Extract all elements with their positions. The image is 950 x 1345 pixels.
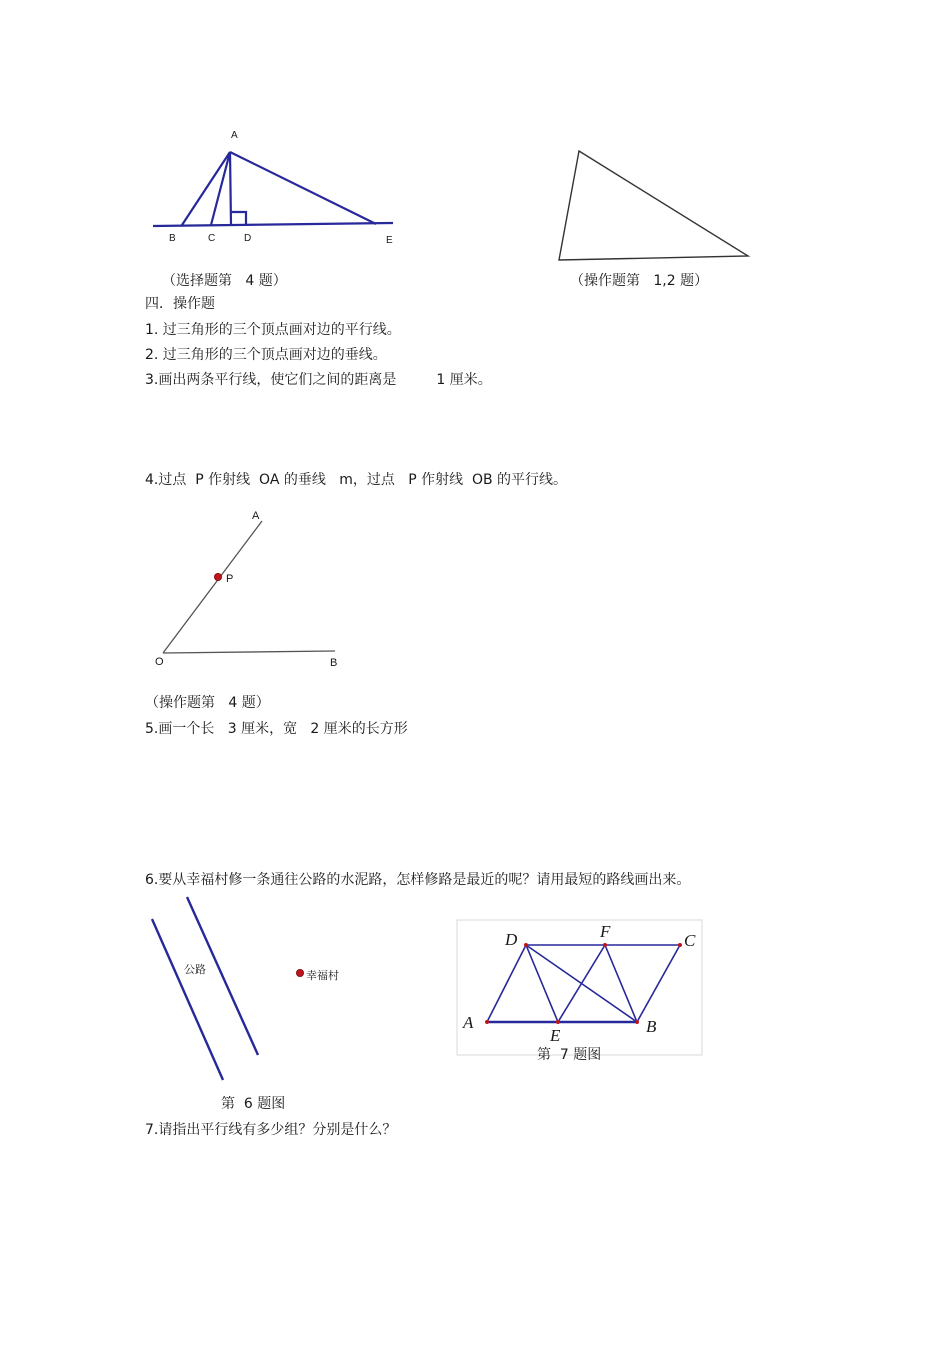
vertex-e (556, 1020, 560, 1024)
segment-cb (637, 945, 680, 1022)
label-p: P (226, 573, 234, 585)
road-label: 公路 (184, 963, 206, 976)
label-e: E (550, 1026, 561, 1045)
vertex-f (603, 943, 607, 947)
vertex-c (678, 943, 682, 947)
question-1: 1. 过三角形的三个顶点画对边的平行线。 (145, 322, 401, 338)
caption-op-q4: （操作题第 4 题） (145, 695, 270, 711)
label-a: A (463, 1013, 474, 1032)
caption-q7: 第 7 题图 (537, 1047, 602, 1063)
label-c: C (684, 931, 696, 950)
label-b: B (330, 657, 338, 669)
section-heading: 四．操作题 (145, 296, 215, 312)
label-c: C (208, 233, 216, 244)
question-2: 2. 过三角形的三个顶点画对边的垂线。 (145, 347, 387, 363)
segment-fe (558, 945, 605, 1022)
question-4: 4.过点 P 作射线 OA 的垂线 m，过点 P 作射线 OB 的平行线。 (145, 472, 568, 488)
question-3: 3.画出两条平行线，使它们之间的距离是 1 厘米。 (145, 372, 492, 388)
label-b: B (646, 1017, 657, 1036)
label-d: D (244, 233, 252, 244)
label-b: B (169, 233, 176, 244)
label-a: A (231, 130, 238, 141)
vertex-b (635, 1020, 639, 1024)
label-d: D (505, 930, 518, 949)
caption-op-q12: （操作题第 1,2 题） (570, 273, 709, 289)
segment-da (487, 945, 526, 1022)
caption-q6: 第 6 题图 (221, 1096, 286, 1112)
label-e: E (386, 235, 393, 246)
label-f: F (600, 922, 611, 941)
question-5: 5.画一个长 3 厘米，宽 2 厘米的长方形 (145, 721, 408, 737)
vertex-a (485, 1020, 489, 1024)
vertex-d (524, 943, 528, 947)
label-a: A (252, 510, 260, 522)
label-o: O (155, 656, 164, 668)
caption-choice-q4: （选择题第 4 题） (162, 273, 287, 289)
question-7: 7.请指出平行线有多少组？分别是什么？ (145, 1122, 397, 1138)
question-6: 6.要从幸福村修一条通往公路的水泥路，怎样修路是最近的呢？请用最短的路线画出来。 (145, 872, 691, 888)
village-label: 幸福村 (306, 969, 339, 982)
